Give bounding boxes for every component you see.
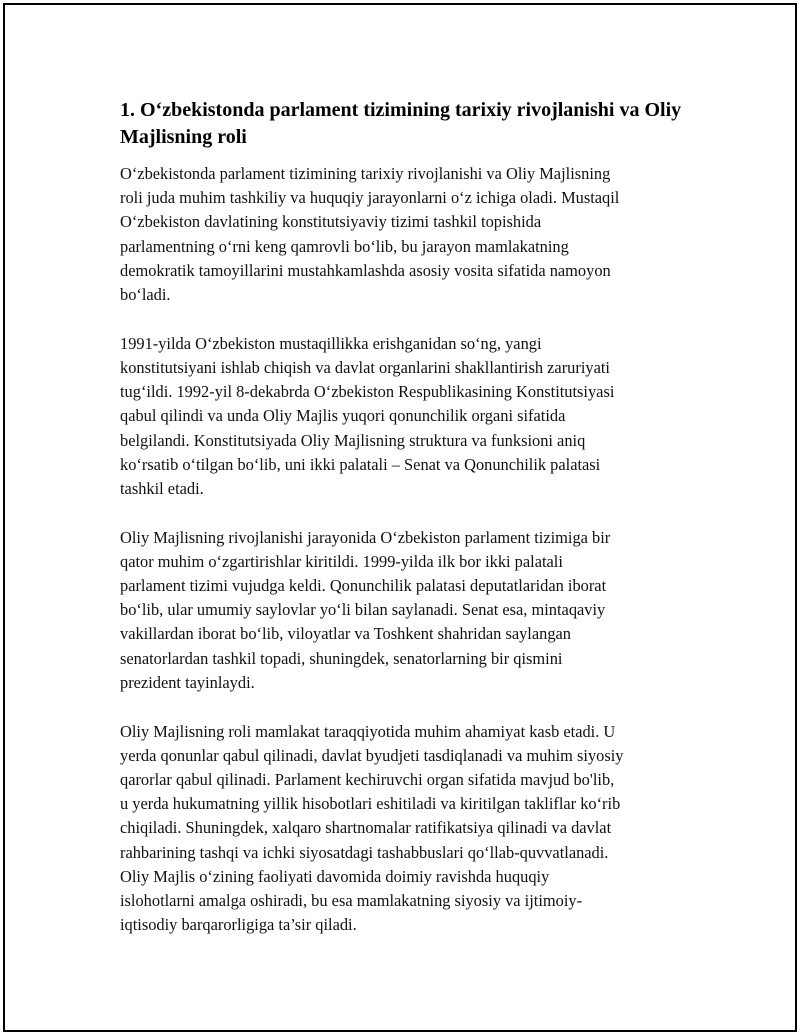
section-heading: 1. O‘zbekistonda parlament tizimining tarixiy rivojlanishi va Oliy Majlisning roli xyxy=(120,99,682,148)
document-page xyxy=(3,3,797,1032)
paragraph-3: Oliy Majlisning rivojlanishi jarayonida O‘zbekiston parlament tizimiga bir qator muhim o‘zgartirishlar kiritildi. 1999-yilda ilk bor ikki palatali parlament tizimi vujudga keldi. Qonunchilik palatasi deputatlaridan iborat bo‘lib, ular umumiy saylovlar yo‘li bilan saylanadi. Senat esa, mintaqaviy vakillardan iborat bo‘lib, viloyatlar va Toshkent shahridan saylangan senatorlardan tashkil topadi, shuningdek, senatorlarning bir qismini prezident tayinlaydi. xyxy=(120,527,611,692)
document-content xyxy=(120,97,685,962)
paragraph-4: Oliy Majlisning roli mamlakat taraqqiyotida muhim ahamiyat kasb etadi. U yerda qonunlar qabul qilinadi, davlat byudjeti tasdiqlanadi va muhim siyosiy qarorlar qabul qilinadi. Parlament kechiruvchi organ sifatida mavjud bo'lib, u yerda hukumatning yillik hisobotlari eshitiladi va kiritilgan takliflar ko‘rib chiqiladi. Shuningdek, xalqaro shartnomalar ratifikatsiya qilinadi va davlat rahbarining tashqi va ichki siyosatdagi tashabbuslari qo‘llab-quvvatlanadi. Oliy Majlis o‘zining faoliyati davomida doimiy ravishda huquqiy islohotlarni amalga oshiradi, bu esa mamlakatning siyosiy va ijtimoiy- iqtisodiy barqarorligiga ta’sir qiladi. xyxy=(120,721,624,935)
paragraph-2: 1991-yilda O‘zbekiston mustaqillikka erishganidan so‘ng, yangi konstitutsiyani ishlab chiqish va davlat organlarini shakllantirish zaruriyati tug‘ildi. 1992-yil 8-dekabrda O‘zbekiston Respublikasining Konstitutsiyasi qabul qilindi va unda Oliy Majlis yuqori qonunchilik organi sifatida belgilandi. Konstitutsiyada Oliy Majlisning struktura va funksioni aniq ko‘rsatib o‘tilgan bo‘lib, uni ikki palatali – Senat va Qonunchilik palatasi tashkil etadi. xyxy=(120,333,615,498)
paragraph-1: O‘zbekistonda parlament tizimining tarixiy rivojlanishi va Oliy Majlisning roli juda muhim tashkiliy va huquqiy jarayonlarni o‘z ichiga oladi. Mustaqil O‘zbekiston davlatining konstitutsiyaviy tizimi tashkil topishida parlamentning o‘rni keng qamrovli bo‘lib, bu jarayon mamlakatning demokratik tamoyillarini mustahkamlashda asosiy vosita sifatida namoyon bo‘ladi. xyxy=(120,164,620,305)
